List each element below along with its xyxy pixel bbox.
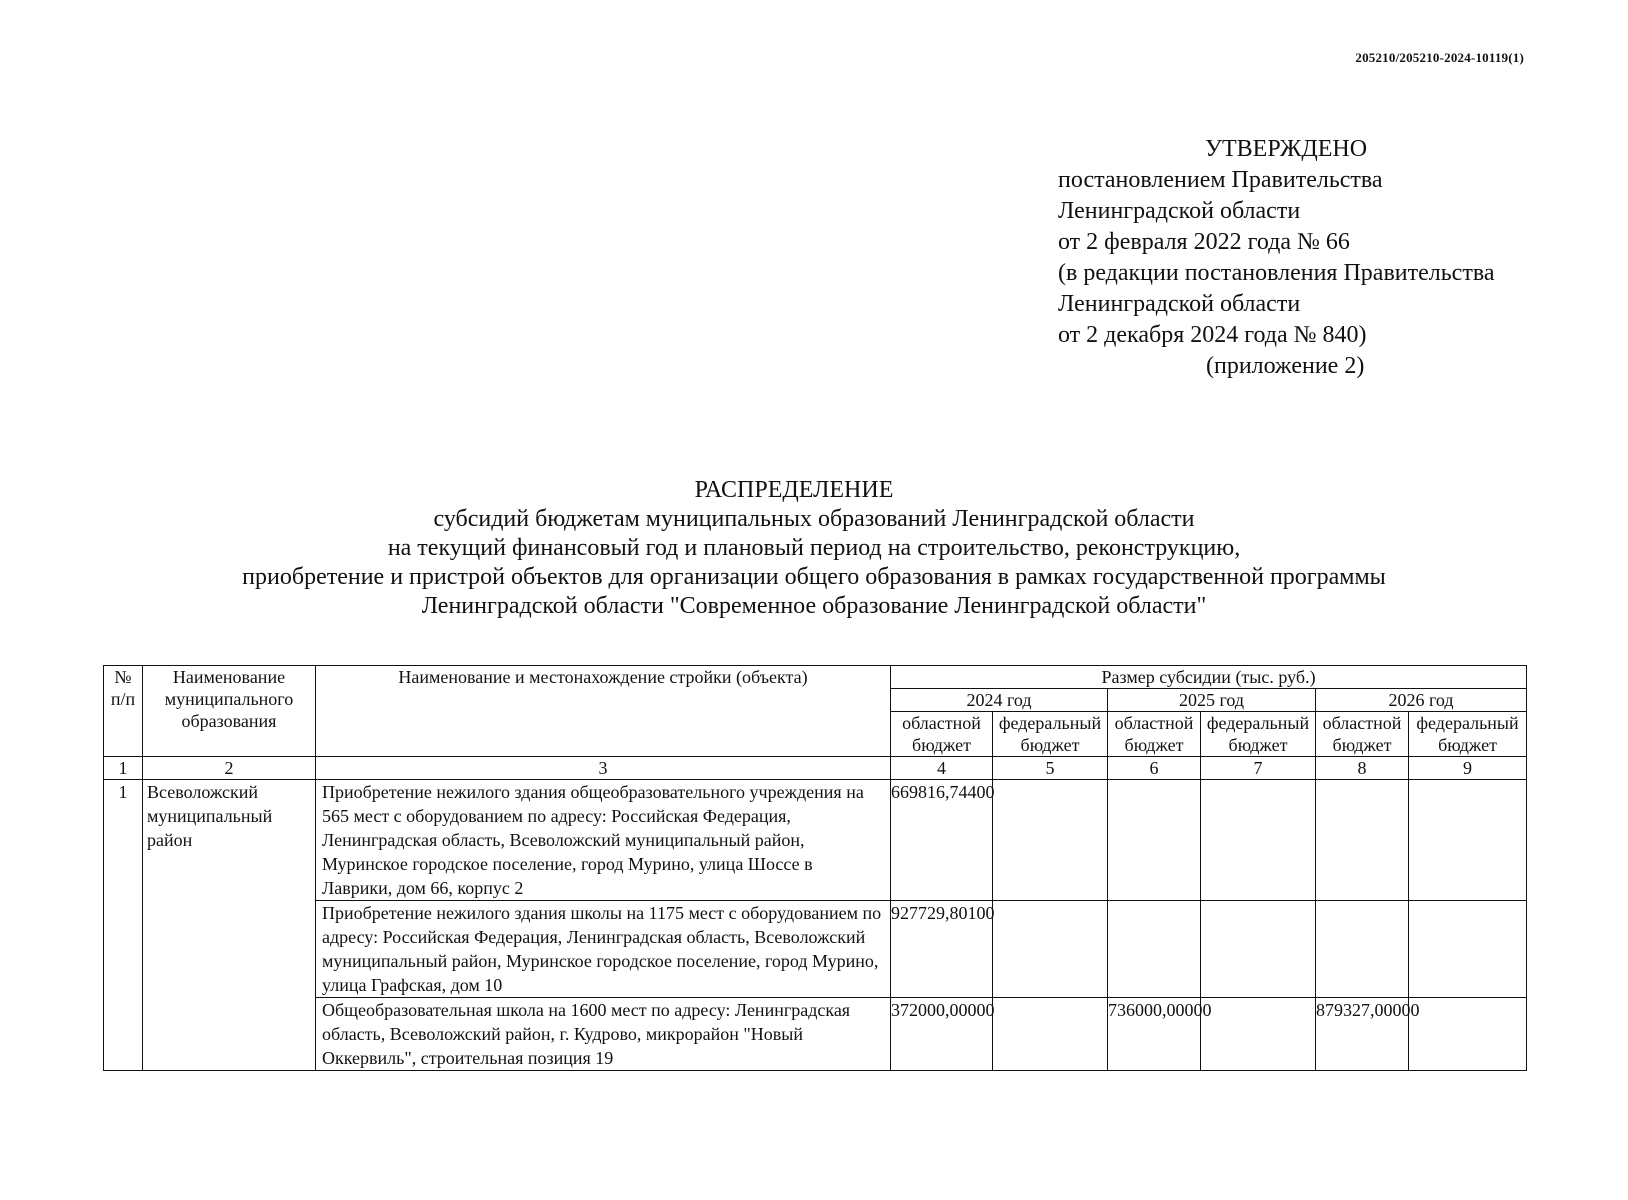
column-number-row	[104, 757, 1527, 780]
column-number: 2	[143, 757, 316, 780]
header-row-1	[104, 666, 1527, 689]
header-federal-budget: федеральный бюджет	[993, 712, 1108, 757]
document-subtitle-line: приобретение и пристрой объектов для организации общего образования в рамках государственной программы	[242, 564, 1386, 590]
approval-line: от 2 декабря 2024 года № 840)	[1058, 322, 1367, 348]
header-number: № п/п	[104, 666, 143, 757]
header-year-2025: 2025 год	[1108, 689, 1316, 712]
header-municipality: Наименование муниципального образования	[143, 666, 316, 757]
table-row	[104, 901, 1527, 998]
value-2026-regional: 879327,00000	[1316, 998, 1409, 1071]
document-reference-number: 205210/205210-2024-10119(1)	[1355, 50, 1524, 65]
row-number: 1	[104, 780, 143, 1071]
object-description: Приобретение нежилого здания школы на 1175 мест с оборудованием по адресу: Российская Федерация, Ленинградская область, Всеволожский муниципальный район, Муринское городское поселение, город Мурино, улица Графская, дом 10	[316, 901, 891, 998]
header-year-2026: 2026 год	[1316, 689, 1527, 712]
column-number: 4	[891, 757, 993, 780]
table-row	[104, 780, 1527, 901]
header-regional-budget: областной бюджет	[1316, 712, 1409, 757]
value-2024-federal	[993, 998, 1108, 1071]
header-year-2024: 2024 год	[891, 689, 1108, 712]
document-subtitle-line: субсидий бюджетам муниципальных образований Ленинградской области	[433, 506, 1195, 532]
column-number: 9	[1409, 757, 1527, 780]
header-regional-budget: областной бюджет	[891, 712, 993, 757]
header-federal-budget: федеральный бюджет	[1409, 712, 1527, 757]
document-subtitle-line: Ленинградской области "Современное образование Ленинградской области"	[421, 593, 1207, 619]
value-2024-regional: 372000,00000	[891, 998, 993, 1071]
subsidy-table-container	[103, 665, 1526, 1071]
document-heading	[0, 476, 1628, 621]
approval-title: УТВЕРЖДЕНО	[1205, 136, 1368, 162]
document-subtitle-line: на текущий финансовый год и плановый период на строительство, реконструкцию,	[387, 535, 1241, 561]
header-regional-budget: областной бюджет	[1108, 712, 1201, 757]
table-row	[104, 998, 1527, 1071]
column-number: 7	[1201, 757, 1316, 780]
value-2024-regional: 669816,74400	[891, 780, 993, 901]
approval-line: постановлением Правительства	[1058, 167, 1383, 193]
approval-line: Ленинградской области	[1058, 198, 1301, 224]
header-subsidy: Размер субсидии (тыс. руб.)	[891, 666, 1527, 689]
document-title: РАСПРЕДЕЛЕНИЕ	[694, 477, 894, 503]
value-2024-federal	[993, 780, 1108, 901]
approval-appendix: (приложение 2)	[1206, 353, 1365, 379]
approval-line: (в редакции постановления Правительства	[1058, 260, 1495, 286]
value-2024-regional: 927729,80100	[891, 901, 993, 998]
header-object: Наименование и местонахождение стройки (объекта)	[316, 666, 891, 757]
approval-line: Ленинградской области	[1058, 291, 1301, 317]
column-number: 1	[104, 757, 143, 780]
approval-stamp	[1058, 134, 1495, 382]
value-2025-regional	[1108, 780, 1201, 901]
value-2025-federal	[1201, 998, 1316, 1071]
column-number: 3	[316, 757, 891, 780]
value-2025-federal	[1201, 901, 1316, 998]
municipality-name: Всеволожский муниципальный район	[143, 780, 316, 1071]
value-2026-federal	[1409, 780, 1527, 901]
column-number: 8	[1316, 757, 1409, 780]
value-2024-federal	[993, 901, 1108, 998]
column-number: 5	[993, 757, 1108, 780]
subsidy-table	[103, 665, 1527, 1071]
value-2025-regional: 736000,00000	[1108, 998, 1201, 1071]
object-description: Приобретение нежилого здания общеобразовательного учреждения на 565 мест с оборудованием по адресу: Российская Федерация, Ленинградская область, Всеволожский муниципальный район, Муринское городское поселение, город Мурино, улица Шоссе в Лаврики, дом 66, корпус 2	[316, 780, 891, 901]
object-description: Общеобразовательная школа на 1600 мест по адресу: Ленинградская область, Всеволожский район, г. Кудрово, микрорайон "Новый Оккервиль", строительная позиция 19	[316, 998, 891, 1071]
value-2026-federal	[1409, 998, 1527, 1071]
value-2026-federal	[1409, 901, 1527, 998]
value-2026-regional	[1316, 901, 1409, 998]
column-number: 6	[1108, 757, 1201, 780]
value-2025-federal	[1201, 780, 1316, 901]
value-2025-regional	[1108, 901, 1201, 998]
header-federal-budget: федеральный бюджет	[1201, 712, 1316, 757]
value-2026-regional	[1316, 780, 1409, 901]
approval-line: от 2 февраля 2022 года № 66	[1058, 229, 1350, 255]
